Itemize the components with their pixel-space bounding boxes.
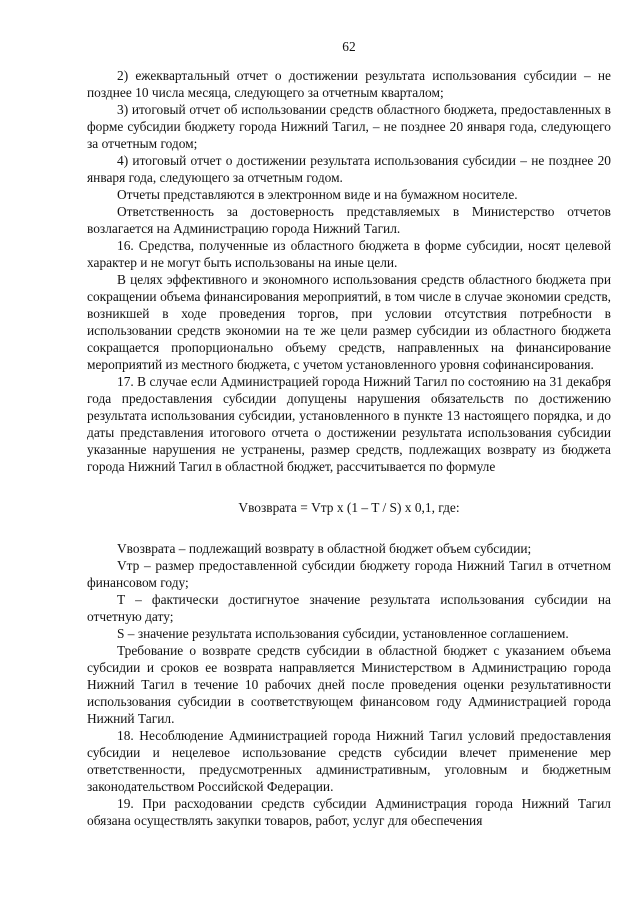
paragraph-report-final-budget: 3) итоговый отчет об использовании средств областного бюджета, предоставленных в форме субсидии бюджету города Нижний Тагил, – не позднее 20 января года, следующего за отчетным годом;: [87, 102, 611, 151]
refund-formula: Vвозврата = Vтр x (1 – T / S) x 0,1, где:: [238, 500, 460, 515]
paragraph-def-vtr: Vтр – размер предоставленной субсидии бюджету города Нижний Тагил в отчетном финансовом году;: [87, 558, 611, 590]
paragraph-report-quarterly: 2) ежеквартальный отчет о достижении результата использования субсидии – не позднее 10 числа месяца, следующего за отчетным кварталом;: [87, 68, 611, 100]
page-number: 62: [342, 39, 356, 54]
paragraph-item-17: 17. В случае если Администрацией города Нижний Тагил по состоянию на 31 декабря года предоставления субсидии допущены нарушения обязательств по достижению результата использования субсидии, установленного в пункте 13 настоящего порядка, и до даты представления итогового отчета о достижении результата использования субсидии указанные нарушения не устранены, размер средств, подлежащих возврату из бюджета города Нижний Тагил в областной бюджет, рассчитывается по формуле: [87, 374, 611, 474]
document-page: [87, 38, 611, 829]
paragraph-item-18: 18. Несоблюдение Администрацией города Нижний Тагил условий предоставления субсидии и нецелевое использование средств субсидии влечет применение мер ответственности, предусмотренных административным, уголовным и бюджетным законодательством Российской Федерации.: [87, 728, 611, 794]
paragraph-responsibility: Ответственность за достоверность представляемых в Министерство отчетов возлагается на Администрацию города Нижний Тагил.: [87, 204, 611, 236]
paragraph-item-16: 16. Средства, полученные из областного бюджета в форме субсидии, носят целевой характер и не могут быть использованы на иные цели.: [87, 238, 611, 270]
paragraph-def-t: T – фактически достигнутое значение результата использования субсидии на отчетную дату;: [87, 592, 611, 624]
paragraph-item-19: 19. При расходовании средств субсидии Администрация города Нижний Тагил обязана осуществлять закупки товаров, работ, услуг для обеспечения: [87, 796, 611, 828]
paragraph-economy: В целях эффективного и экономного использования средств областного бюджета при сокращении объема финансирования мероприятий, в том числе в случае экономии средств, возникшей в ходе проведения торгов, при условии отсутствия потребности в использовании средств экономии на те же цели размер субсидии из областного бюджета сокращается пропорционально объему средств, направленных на финансирование мероприятий из местного бюджета, с учетом установленного уровня софинансирования.: [87, 272, 611, 372]
paragraph-def-s: S – значение результата использования субсидии, установленное соглашением.: [117, 626, 569, 641]
paragraph-report-final-result: 4) итоговый отчет о достижении результата использования субсидии – не позднее 20 января года, следующего за отчетным годом.: [87, 153, 611, 185]
paragraph-def-vrefund: Vвозврата – подлежащий возврату в областной бюджет объем субсидии;: [117, 541, 532, 556]
paragraph-report-format: Отчеты представляются в электронном виде и на бумажном носителе.: [117, 187, 518, 202]
paragraph-refund-requirement: Требование о возврате средств субсидии в областной бюджет с указанием объема субсидии и сроков ее возврата направляется Министерством в Администрацию города Нижний Тагил в течение 10 рабочих дней после проведения оценки результативности использования субсидии в соответствующем финансовом году Администрацией города Нижний Тагил.: [87, 643, 611, 726]
